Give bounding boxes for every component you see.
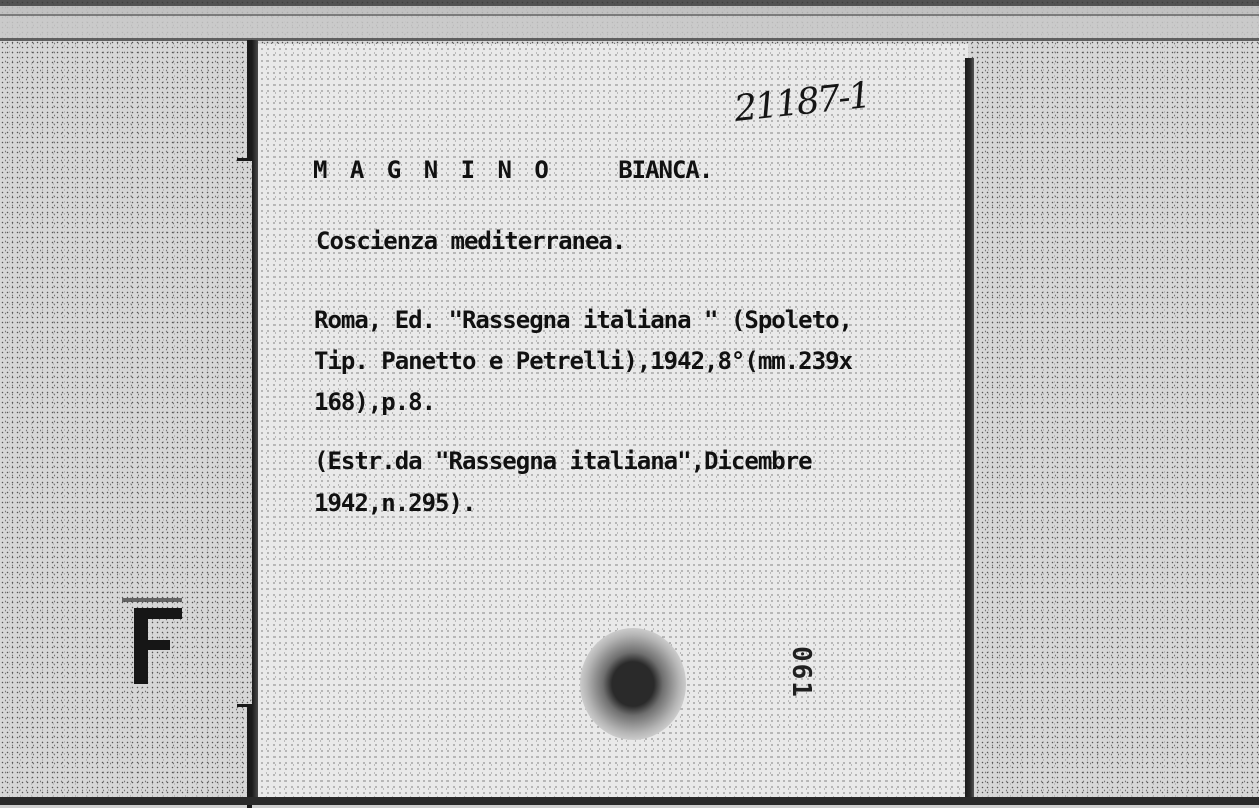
title-line: Coscienza mediterranea. — [316, 227, 626, 255]
author-line: M A G N I N O BIANCA. — [313, 156, 713, 184]
stamp-number: 061 — [786, 646, 816, 699]
letter-f-icon — [112, 594, 192, 690]
card-left-border — [252, 40, 258, 805]
note-block: (Estr.da "Rassegna italiana",Dicembre 1942,n.295). — [314, 447, 812, 517]
punch-hole-icon — [580, 628, 686, 740]
call-number: 21187-1 — [732, 75, 872, 130]
card-bottom-edge — [0, 797, 1259, 805]
left-bracket-bottom — [237, 704, 252, 808]
card-right-border — [965, 58, 974, 805]
imprint-block: Roma, Ed. "Rassegna italiana " (Spoleto, Tip. Panetto e Petrelli),1942,8°(mm.239x 168),p.8. — [314, 306, 852, 416]
left-bracket-top — [237, 40, 252, 161]
